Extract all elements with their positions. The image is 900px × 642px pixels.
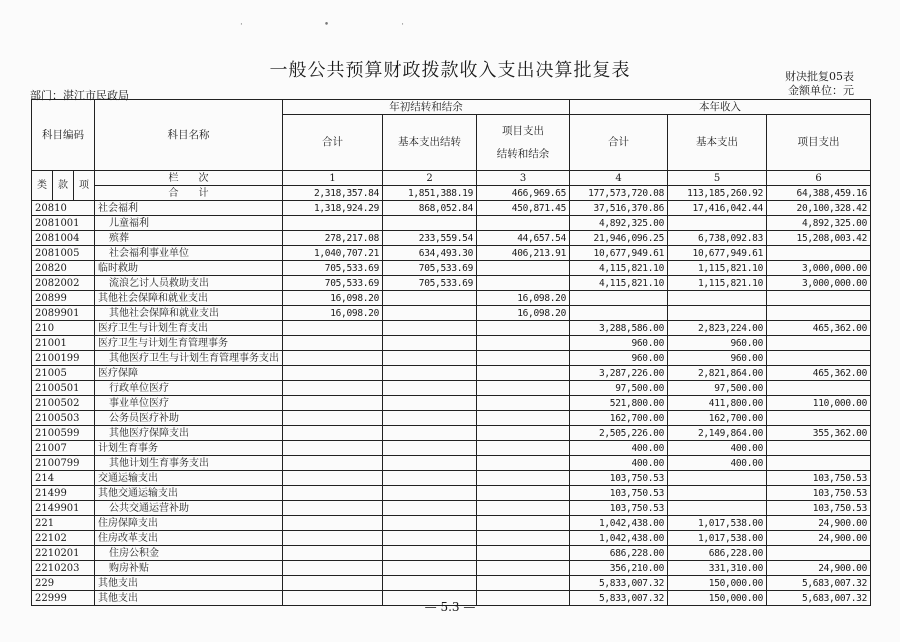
row-value-5: 1,017,538.00: [668, 516, 767, 531]
table-row: [32, 561, 871, 576]
row-value-3: [477, 486, 570, 501]
row-value-6: 110,000.00: [767, 396, 871, 411]
row-value-3: [477, 576, 570, 591]
row-value-5: 150,000.00: [668, 576, 767, 591]
row-value-3: [477, 531, 570, 546]
row-value-6: 103,750.53: [767, 471, 871, 486]
row-name: 事业单位医疗: [95, 396, 283, 411]
row-value-4: 4,892,325.00: [570, 216, 668, 231]
table-row: [32, 501, 871, 516]
row-value-1: [283, 546, 383, 561]
row-value-4: 1,042,438.00: [570, 531, 668, 546]
row-value-4: [570, 306, 668, 321]
row-value-4: 3,287,226.00: [570, 366, 668, 381]
row-code: 20810: [32, 201, 95, 216]
table-row: [32, 486, 871, 501]
table-row: [32, 576, 871, 591]
row-code: 229: [32, 576, 95, 591]
row-value-5: 1,017,538.00: [668, 531, 767, 546]
row-value-4: 162,700.00: [570, 411, 668, 426]
row-value-3: [477, 276, 570, 291]
row-name: 公务员医疗补助: [95, 411, 283, 426]
header-code: 科目编码: [32, 100, 95, 171]
row-value-4: 4,115,821.10: [570, 261, 668, 276]
row-value-4: 400.00: [570, 456, 668, 471]
row-value-3: [477, 336, 570, 351]
row-value-4: 3,288,586.00: [570, 321, 668, 336]
table-row: [32, 531, 871, 546]
row-value-4: 686,228.00: [570, 546, 668, 561]
row-value-5: 97,500.00: [668, 381, 767, 396]
row-value-4: 1,042,438.00: [570, 516, 668, 531]
grand-total-4: 177,573,720.08: [570, 186, 668, 201]
row-name: 其他计划生育事务支出: [95, 456, 283, 471]
row-name: 其他社会保障和就业支出: [95, 306, 283, 321]
row-value-1: 1,040,707.21: [283, 246, 383, 261]
table-row: [32, 471, 871, 486]
row-value-4: 960.00: [570, 351, 668, 366]
row-value-2: [383, 546, 477, 561]
row-value-1: 16,098.20: [283, 306, 383, 321]
row-name: 临时救助: [95, 261, 283, 276]
row-code: 2100503: [32, 411, 95, 426]
row-value-5: [668, 291, 767, 306]
row-value-4: [570, 291, 668, 306]
row-value-3: [477, 411, 570, 426]
row-code: 2100501: [32, 381, 95, 396]
header-basic-carry: 基本支出结转: [383, 115, 477, 171]
header-heji: 合 计: [95, 186, 283, 201]
row-value-3: [477, 561, 570, 576]
header-project-exp: 项目支出: [767, 115, 871, 171]
row-value-2: [383, 501, 477, 516]
table-row: [32, 336, 871, 351]
row-value-6: 20,100,328.42: [767, 201, 871, 216]
row-name: 儿童福利: [95, 216, 283, 231]
form-code: 财决批复05表: [785, 70, 854, 83]
row-value-3: [477, 456, 570, 471]
row-code: 2081001: [32, 216, 95, 231]
row-value-3: [477, 516, 570, 531]
row-value-4: 4,115,821.10: [570, 276, 668, 291]
row-value-2: 705,533.69: [383, 261, 477, 276]
row-value-5: 2,821,864.00: [668, 366, 767, 381]
row-code: 22102: [32, 531, 95, 546]
row-value-4: 356,210.00: [570, 561, 668, 576]
row-value-6: [767, 351, 871, 366]
row-value-5: [668, 216, 767, 231]
row-value-2: [383, 381, 477, 396]
row-value-2: 868,052.84: [383, 201, 477, 216]
row-value-2: [383, 291, 477, 306]
row-code: 20899: [32, 291, 95, 306]
row-value-5: 960.00: [668, 351, 767, 366]
row-value-3: 406,213.91: [477, 246, 570, 261]
row-value-6: 24,900.00: [767, 516, 871, 531]
row-name: 其他社会保障和就业支出: [95, 291, 283, 306]
row-code: 2082002: [32, 276, 95, 291]
row-code: 21005: [32, 366, 95, 381]
table-row: [32, 441, 871, 456]
row-value-1: 278,217.08: [283, 231, 383, 246]
row-value-3: [477, 426, 570, 441]
row-code: 2149901: [32, 501, 95, 516]
row-value-5: [668, 486, 767, 501]
table-row: [32, 381, 871, 396]
row-name: 其他交通运输支出: [95, 486, 283, 501]
department-label: 部门：湛江市民政局: [30, 89, 129, 102]
table-row: [32, 396, 871, 411]
table-row: [32, 321, 871, 336]
row-value-6: [767, 456, 871, 471]
row-code: 214: [32, 471, 95, 486]
row-value-3: [477, 381, 570, 396]
row-value-2: [383, 366, 477, 381]
table-body: [32, 201, 871, 606]
row-value-6: 5,683,007.32: [767, 576, 871, 591]
row-name: 医疗卫生与计划生育管理事务: [95, 336, 283, 351]
row-name: 其他支出: [95, 591, 283, 606]
table-row: [32, 366, 871, 381]
col-num-2: 2: [383, 171, 477, 186]
row-value-4: 10,677,949.61: [570, 246, 668, 261]
page-number: — 5.3 —: [424, 600, 476, 614]
row-value-5: 2,823,224.00: [668, 321, 767, 336]
row-value-6: [767, 246, 871, 261]
table-row: [32, 411, 871, 426]
row-value-3: [477, 261, 570, 276]
row-name: 其他医疗卫生与计划生育管理事务支出: [95, 351, 283, 366]
row-value-6: 4,892,325.00: [767, 216, 871, 231]
row-code: 21001: [32, 336, 95, 351]
row-value-5: 162,700.00: [668, 411, 767, 426]
row-code: 2081004: [32, 231, 95, 246]
row-value-6: 5,683,007.32: [767, 591, 871, 606]
row-value-5: 411,800.00: [668, 396, 767, 411]
row-value-6: 3,000,000.00: [767, 261, 871, 276]
row-value-5: 10,677,949.61: [668, 246, 767, 261]
row-value-3: 44,657.54: [477, 231, 570, 246]
row-value-5: 1,115,821.10: [668, 276, 767, 291]
header-project-carry-line2: 结转和结余: [496, 147, 550, 160]
row-value-2: [383, 321, 477, 336]
grand-total-2: 1,851,388.19: [383, 186, 477, 201]
row-value-5: [668, 501, 767, 516]
row-name: 其他支出: [95, 576, 283, 591]
row-value-1: [283, 531, 383, 546]
row-value-5: 17,416,042.44: [668, 201, 767, 216]
row-value-2: [383, 576, 477, 591]
row-value-2: [383, 516, 477, 531]
row-value-1: [283, 381, 383, 396]
row-value-1: [283, 501, 383, 516]
col-num-3: 3: [477, 171, 570, 186]
col-num-1: 1: [283, 171, 383, 186]
row-value-1: [283, 516, 383, 531]
row-code: 2210203: [32, 561, 95, 576]
row-name: 交通运输支出: [95, 471, 283, 486]
row-value-1: [283, 561, 383, 576]
row-value-6: 103,750.53: [767, 486, 871, 501]
table-row: [32, 201, 871, 216]
row-name: 行政单位医疗: [95, 381, 283, 396]
row-value-4: 103,750.53: [570, 471, 668, 486]
table-row: [32, 246, 871, 261]
row-value-5: [668, 306, 767, 321]
row-value-5: 6,738,092.83: [668, 231, 767, 246]
row-value-1: [283, 576, 383, 591]
row-value-6: [767, 441, 871, 456]
header-total: 合计: [283, 115, 383, 171]
row-value-6: 465,362.00: [767, 321, 871, 336]
row-value-3: [477, 471, 570, 486]
row-value-1: 705,533.69: [283, 261, 383, 276]
row-value-3: 16,098.20: [477, 306, 570, 321]
budget-table: [31, 99, 871, 606]
row-value-1: 705,533.69: [283, 276, 383, 291]
header-lei: 类: [32, 171, 53, 201]
row-value-5: 331,310.00: [668, 561, 767, 576]
row-value-6: [767, 381, 871, 396]
amount-unit: 金额单位：元: [788, 84, 854, 97]
row-value-2: [383, 561, 477, 576]
header-xiang: 项: [74, 171, 95, 201]
header-name: 科目名称: [95, 100, 283, 171]
grand-total-3: 466,969.65: [477, 186, 570, 201]
row-name: 殡葬: [95, 231, 283, 246]
table-row: [32, 291, 871, 306]
row-value-1: 1,318,924.29: [283, 201, 383, 216]
row-value-5: 2,149,864.00: [668, 426, 767, 441]
row-value-3: 16,098.20: [477, 291, 570, 306]
row-value-2: 634,493.30: [383, 246, 477, 261]
row-value-4: 400.00: [570, 441, 668, 456]
row-value-5: 150,000.00: [668, 591, 767, 606]
header-basic-exp: 基本支出: [668, 115, 767, 171]
row-name: 购房补贴: [95, 561, 283, 576]
row-value-6: 465,362.00: [767, 366, 871, 381]
row-value-1: [283, 411, 383, 426]
row-value-4: 5,833,007.32: [570, 576, 668, 591]
row-value-5: 960.00: [668, 336, 767, 351]
table-row: [32, 306, 871, 321]
row-value-4: 97,500.00: [570, 381, 668, 396]
row-value-3: [477, 351, 570, 366]
row-value-2: 233,559.54: [383, 231, 477, 246]
row-value-3: [477, 321, 570, 336]
row-value-1: [283, 351, 383, 366]
table-row: [32, 351, 871, 366]
row-code: 20820: [32, 261, 95, 276]
col-num-6: 6: [767, 171, 871, 186]
row-name: 社会福利: [95, 201, 283, 216]
row-value-3: [477, 501, 570, 516]
row-value-4: 960.00: [570, 336, 668, 351]
header-kuan: 款: [53, 171, 74, 201]
row-value-2: [383, 411, 477, 426]
row-name: 住房改革支出: [95, 531, 283, 546]
row-value-2: [383, 456, 477, 471]
row-value-5: 686,228.00: [668, 546, 767, 561]
row-code: 21499: [32, 486, 95, 501]
table-row: [32, 546, 871, 561]
row-code: 21007: [32, 441, 95, 456]
row-value-3: 450,871.45: [477, 201, 570, 216]
col-num-5: 5: [668, 171, 767, 186]
table-row: [32, 516, 871, 531]
row-value-2: [383, 471, 477, 486]
row-value-1: [283, 471, 383, 486]
row-code: 210: [32, 321, 95, 336]
row-value-6: [767, 291, 871, 306]
row-value-6: [767, 411, 871, 426]
row-value-2: [383, 336, 477, 351]
row-value-1: [283, 321, 383, 336]
table-row: [32, 456, 871, 471]
header-group-income: 本年收入: [570, 100, 871, 115]
header-group-begin: 年初结转和结余: [283, 100, 570, 115]
row-value-6: [767, 546, 871, 561]
row-value-4: 103,750.53: [570, 501, 668, 516]
row-value-2: [383, 306, 477, 321]
row-name: 流浪乞讨人员救助支出: [95, 276, 283, 291]
header-project-carry: [477, 115, 570, 171]
row-value-6: 15,208,003.42: [767, 231, 871, 246]
row-value-6: [767, 336, 871, 351]
header-income-total: 合计: [570, 115, 668, 171]
row-name: 计划生育事务: [95, 441, 283, 456]
row-value-4: 5,833,007.32: [570, 591, 668, 606]
row-value-2: [383, 351, 477, 366]
grand-total-5: 113,185,260.92: [668, 186, 767, 201]
row-value-2: [383, 396, 477, 411]
row-value-1: [283, 216, 383, 231]
row-value-6: 24,900.00: [767, 561, 871, 576]
row-value-2: [383, 531, 477, 546]
row-value-3: [477, 216, 570, 231]
row-name: 其他医疗保障支出: [95, 426, 283, 441]
scan-specks: · • ·: [240, 20, 405, 30]
row-value-1: [283, 456, 383, 471]
row-value-6: 24,900.00: [767, 531, 871, 546]
row-value-4: 103,750.53: [570, 486, 668, 501]
row-value-3: [477, 396, 570, 411]
grand-total-1: 2,318,357.84: [283, 186, 383, 201]
table-row: [32, 261, 871, 276]
row-value-2: [383, 426, 477, 441]
page-title: 一般公共预算财政拨款收入支出决算批复表: [269, 60, 631, 81]
header-project-carry-line1: 项目支出: [502, 124, 544, 137]
row-value-6: 355,362.00: [767, 426, 871, 441]
row-name: 住房保障支出: [95, 516, 283, 531]
row-value-2: [383, 216, 477, 231]
table-row: [32, 216, 871, 231]
row-code: 22999: [32, 591, 95, 606]
row-value-5: [668, 471, 767, 486]
row-code: 221: [32, 516, 95, 531]
row-value-1: [283, 426, 383, 441]
row-value-2: [383, 441, 477, 456]
row-value-3: [477, 441, 570, 456]
row-value-2: 705,533.69: [383, 276, 477, 291]
row-value-5: 400.00: [668, 441, 767, 456]
row-value-1: [283, 396, 383, 411]
row-value-1: [283, 336, 383, 351]
row-value-1: [283, 366, 383, 381]
table-row: [32, 276, 871, 291]
row-code: 2100199: [32, 351, 95, 366]
row-value-6: 103,750.53: [767, 501, 871, 516]
row-name: 住房公积金: [95, 546, 283, 561]
row-name: 社会福利事业单位: [95, 246, 283, 261]
row-value-4: 37,516,370.86: [570, 201, 668, 216]
row-value-5: 400.00: [668, 456, 767, 471]
table-row: [32, 426, 871, 441]
row-value-6: 3,000,000.00: [767, 276, 871, 291]
row-value-1: [283, 486, 383, 501]
row-code: 2100502: [32, 396, 95, 411]
row-code: 2089901: [32, 306, 95, 321]
row-name: 医疗卫生与计划生育支出: [95, 321, 283, 336]
row-value-5: 1,115,821.10: [668, 261, 767, 276]
row-value-6: [767, 306, 871, 321]
row-code: 2100799: [32, 456, 95, 471]
header-lanci: 栏 次: [95, 171, 283, 186]
row-code: 2100599: [32, 426, 95, 441]
row-value-3: [477, 546, 570, 561]
row-value-2: [383, 486, 477, 501]
row-value-1: 16,098.20: [283, 291, 383, 306]
grand-total-6: 64,388,459.16: [767, 186, 871, 201]
row-code: 2210201: [32, 546, 95, 561]
row-value-4: 521,800.00: [570, 396, 668, 411]
table-row: [32, 231, 871, 246]
row-value-4: 2,505,226.00: [570, 426, 668, 441]
row-name: 公共交通运营补助: [95, 501, 283, 516]
row-name: 医疗保障: [95, 366, 283, 381]
row-value-3: [477, 366, 570, 381]
col-num-4: 4: [570, 171, 668, 186]
row-code: 2081005: [32, 246, 95, 261]
row-value-4: 21,946,096.25: [570, 231, 668, 246]
row-value-1: [283, 441, 383, 456]
